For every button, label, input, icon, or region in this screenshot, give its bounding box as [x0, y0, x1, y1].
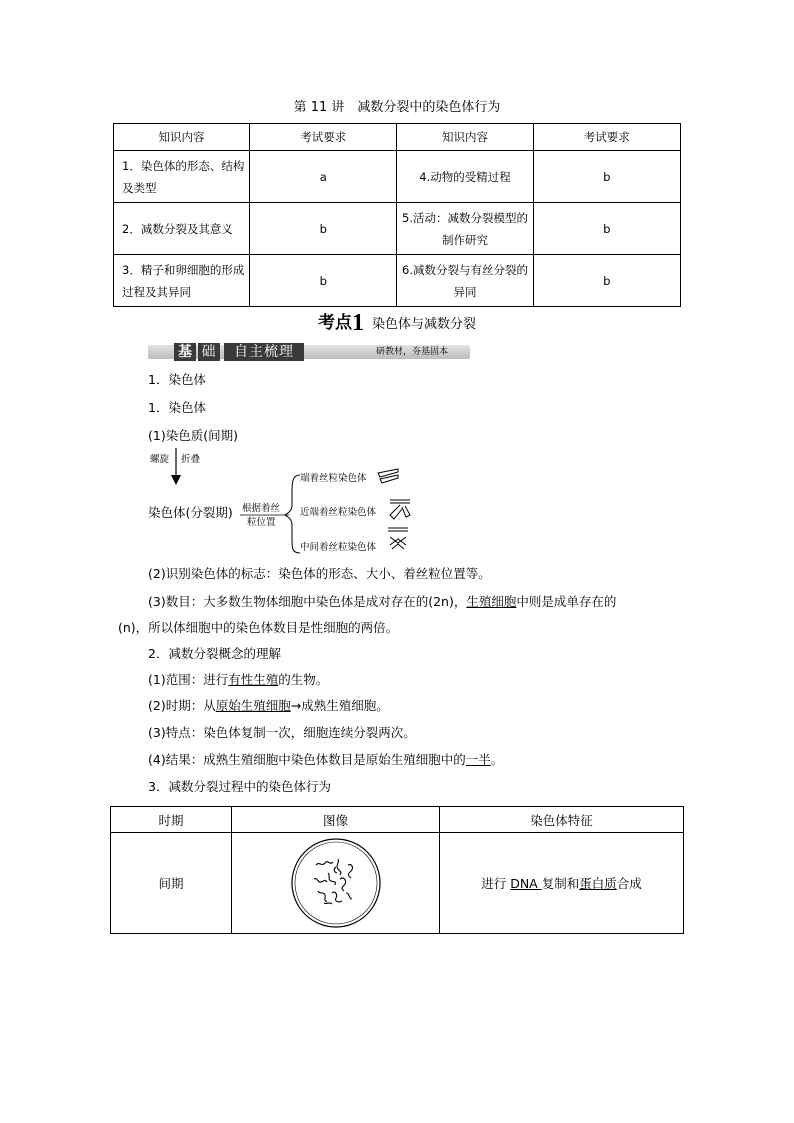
chromosome-diagram	[140, 445, 430, 560]
requirements-table	[113, 123, 681, 307]
table-header-row	[114, 124, 681, 151]
table-cell: 3．精子和卵细胞的形成过程及其异同	[114, 255, 250, 307]
chromosome-text: 染色体(分裂期)	[148, 505, 233, 520]
brace-icon	[285, 475, 300, 553]
section-heading	[0, 308, 794, 337]
table-cell: a	[250, 151, 397, 203]
table-row	[114, 203, 681, 255]
table-cell: 5.活动：减数分裂模型的制作研究	[397, 203, 533, 255]
item-3: (3)特点：染色体复制一次，细胞连续分裂两次。	[148, 725, 416, 740]
arrow-label-right: 折叠	[181, 454, 201, 465]
arrow-label-left: 螺旋	[150, 454, 170, 465]
banner-tag: 研教材，夯基固本	[376, 347, 449, 357]
basis-top: 根据着丝	[242, 503, 281, 514]
heading-2: 2．减数分裂概念的理解	[148, 646, 281, 661]
table-cell: b	[533, 151, 680, 203]
table-cell	[232, 833, 440, 934]
table-header-row	[111, 807, 684, 833]
table-row	[114, 255, 681, 307]
banner-title: 自主梳理	[224, 343, 304, 361]
kaodian-number: 1	[351, 310, 364, 336]
basis-bottom: 粒位置	[247, 517, 276, 528]
kaodian-label: 考点	[317, 313, 352, 333]
item-1: (1)范围：进行有性生殖的生物。	[148, 672, 329, 687]
heading-1b: 1．染色体	[148, 400, 206, 415]
section-banner	[148, 343, 470, 361]
table-cell: 1．染色体的形态、结构及类型	[114, 151, 250, 203]
page-title: 第 11 讲 减数分裂中的染色体行为	[293, 100, 501, 115]
table-cell: b	[533, 255, 680, 307]
process-table	[110, 806, 684, 934]
kaodian-subtitle: 染色体与减数分裂	[371, 317, 476, 332]
table-row	[114, 151, 681, 203]
header-cell: 图像	[232, 807, 440, 833]
type-acrocentric: 近端着丝粒染色体	[300, 507, 377, 518]
banner-char: 基	[174, 343, 196, 361]
header-cell: 染色体特征	[440, 807, 684, 833]
arrow-head-icon	[171, 475, 181, 485]
table-cell: b	[250, 255, 397, 307]
item-4: (4)结果：成熟生殖细胞中染色体数目是原始生殖细胞中的一半。	[148, 752, 504, 767]
interphase-cell-image	[288, 835, 384, 931]
table-row	[111, 833, 684, 934]
type-telocentric: 端着丝粒染色体	[300, 473, 367, 484]
metacentric-chromosome-icon	[388, 528, 408, 549]
para-3-cont: (n)，所以体细胞中的染色体数目是性细胞的两倍。	[118, 620, 399, 635]
header-cell: 知识内容	[397, 124, 533, 151]
table-cell: b	[533, 203, 680, 255]
chromatin-text: (1)染色质(间期)	[148, 428, 238, 443]
header-cell: 考试要求	[533, 124, 680, 151]
table-cell: 4.动物的受精过程	[397, 151, 533, 203]
heading-3: 3．减数分裂过程中的染色体行为	[148, 779, 331, 794]
header-cell: 时期	[111, 807, 232, 833]
type-metacentric: 中间着丝粒染色体	[300, 542, 377, 553]
table-cell: 进行 DNA 复制和蛋白质合成	[440, 833, 684, 934]
heading-1: 1．染色体	[148, 372, 206, 387]
item-2: (2)时期：从原始生殖细胞→成熟生殖细胞。	[148, 698, 389, 713]
acrocentric-chromosome-icon	[390, 500, 410, 519]
header-cell: 知识内容	[114, 124, 250, 151]
table-cell: b	[250, 203, 397, 255]
para-2: (2)识别染色体的标志：染色体的形态、大小、着丝粒位置等。	[148, 566, 491, 581]
table-cell: 6.减数分裂与有丝分裂的异同	[397, 255, 533, 307]
banner-char: 础	[198, 343, 220, 361]
header-cell: 考试要求	[250, 124, 397, 151]
table-cell: 间期	[111, 833, 232, 934]
table-cell: 2．减数分裂及其意义	[114, 203, 250, 255]
para-3: (3)数目：大多数生物体细胞中染色体是成对存在的(2n)，生殖细胞中则是成单存在的	[148, 594, 617, 609]
telocentric-chromosome-icon	[378, 469, 398, 483]
